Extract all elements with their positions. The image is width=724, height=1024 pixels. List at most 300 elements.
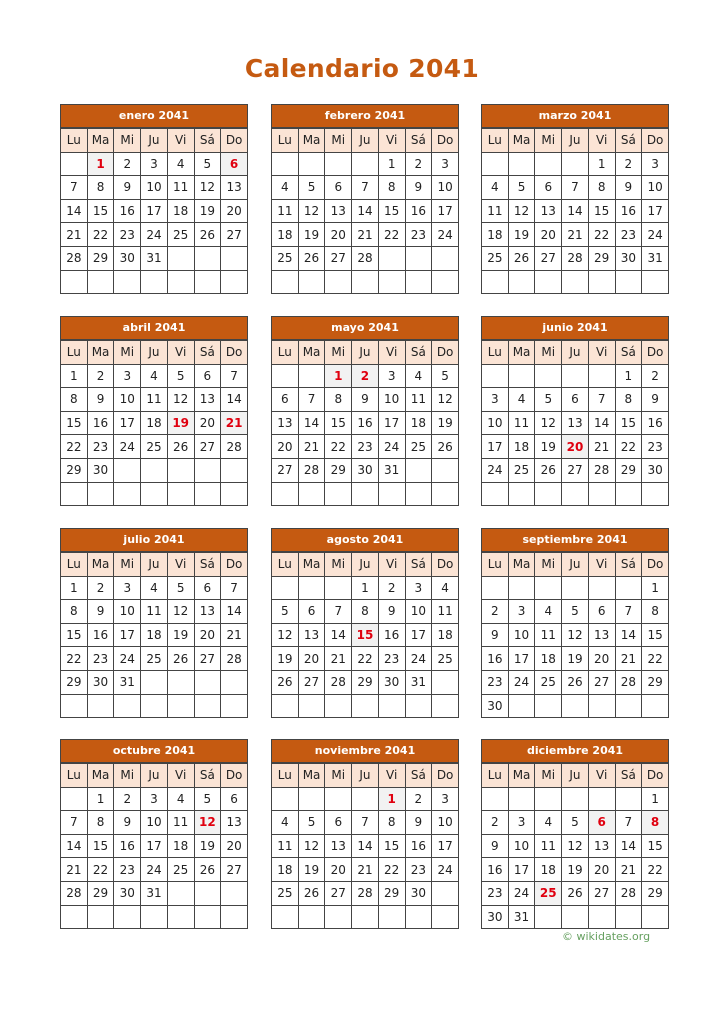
- empty-cell: [194, 905, 221, 929]
- weekday-label: Do: [221, 764, 248, 788]
- day-cell: 21: [221, 623, 248, 647]
- day-cell: 14: [615, 834, 642, 858]
- day-cell: 28: [352, 881, 379, 905]
- empty-cell: [141, 270, 168, 294]
- day-cell: 14: [352, 834, 379, 858]
- empty-cell: [588, 787, 615, 811]
- day-cell: 26: [508, 246, 535, 270]
- day-cell: 20: [221, 199, 248, 223]
- empty-cell: [221, 881, 248, 905]
- day-cell: 5: [298, 811, 325, 835]
- day-cell: 19: [562, 858, 589, 882]
- day-cell: 11: [141, 600, 168, 624]
- day-cell: 7: [615, 600, 642, 624]
- day-cell: 25: [272, 246, 299, 270]
- day-cell: 19: [562, 647, 589, 671]
- empty-cell: [378, 246, 405, 270]
- day-cell: 16: [482, 858, 509, 882]
- day-cell: 6: [535, 176, 562, 200]
- weekday-label: Ju: [141, 553, 168, 577]
- weekday-label: Vi: [588, 341, 615, 365]
- day-cell: 4: [535, 811, 562, 835]
- day-cell: 3: [405, 576, 432, 600]
- weekday-label: Do: [432, 129, 459, 153]
- day-cell: 1: [61, 576, 88, 600]
- day-cell: 4: [167, 152, 194, 176]
- day-cell: 29: [615, 458, 642, 482]
- day-cell: 13: [272, 411, 299, 435]
- day-cell: 10: [642, 176, 669, 200]
- day-cell: 26: [167, 647, 194, 671]
- day-cell: 30: [352, 458, 379, 482]
- day-cell: 29: [378, 881, 405, 905]
- day-cell: 29: [61, 458, 88, 482]
- empty-cell: [141, 482, 168, 506]
- weekday-label: Ma: [87, 129, 114, 153]
- weekday-label: Vi: [167, 129, 194, 153]
- day-cell: 6: [325, 811, 352, 835]
- empty-cell: [221, 458, 248, 482]
- day-cell: 5: [167, 576, 194, 600]
- empty-cell: [61, 787, 88, 811]
- day-cell: 9: [378, 600, 405, 624]
- empty-cell: [272, 482, 299, 506]
- day-cell: 11: [167, 176, 194, 200]
- day-cell: 28: [298, 458, 325, 482]
- day-cell: 7: [588, 388, 615, 412]
- day-cell: 12: [508, 199, 535, 223]
- empty-cell: [615, 270, 642, 294]
- day-cell: 16: [405, 834, 432, 858]
- empty-cell: [432, 905, 459, 929]
- day-cell: 19: [535, 435, 562, 459]
- weekday-label: Mi: [114, 129, 141, 153]
- weekday-label: Do: [221, 129, 248, 153]
- day-cell: 4: [432, 576, 459, 600]
- day-cell: 13: [221, 176, 248, 200]
- weekday-label: Do: [432, 553, 459, 577]
- empty-cell: [221, 246, 248, 270]
- weekday-label: Ma: [298, 764, 325, 788]
- weekday-label: Do: [642, 341, 669, 365]
- day-cell: 29: [61, 670, 88, 694]
- day-cell: 17: [378, 411, 405, 435]
- day-cell: 16: [114, 834, 141, 858]
- day-cell: 22: [352, 647, 379, 671]
- day-cell: 22: [61, 435, 88, 459]
- day-cell: 7: [352, 176, 379, 200]
- empty-cell: [87, 694, 114, 718]
- day-cell: 23: [87, 647, 114, 671]
- day-cell: 16: [482, 647, 509, 671]
- day-cell: 15: [325, 411, 352, 435]
- day-cell: 28: [221, 435, 248, 459]
- weekday-label: Do: [221, 553, 248, 577]
- empty-cell: [588, 364, 615, 388]
- empty-cell: [562, 152, 589, 176]
- empty-cell: [167, 482, 194, 506]
- day-cell: 26: [194, 223, 221, 247]
- day-cell: 20: [325, 223, 352, 247]
- day-cell: 3: [378, 364, 405, 388]
- day-cell: 12: [272, 623, 299, 647]
- weekday-label: Mi: [535, 341, 562, 365]
- weekday-label: Sá: [615, 129, 642, 153]
- day-cell: 24: [114, 647, 141, 671]
- empty-cell: [432, 670, 459, 694]
- empty-cell: [562, 694, 589, 718]
- day-cell: 20: [298, 647, 325, 671]
- day-cell: 28: [588, 458, 615, 482]
- day-cell: 21: [61, 223, 88, 247]
- weekday-label: Lu: [272, 341, 299, 365]
- day-cell: 12: [432, 388, 459, 412]
- day-cell: 16: [352, 411, 379, 435]
- empty-cell: [167, 458, 194, 482]
- month-header: agosto 2041: [271, 528, 459, 552]
- day-cell: 2: [114, 787, 141, 811]
- weekday-label: Lu: [272, 764, 299, 788]
- empty-cell: [535, 576, 562, 600]
- day-cell: 14: [61, 834, 88, 858]
- day-cell: 28: [352, 246, 379, 270]
- empty-cell: [562, 270, 589, 294]
- empty-cell: [535, 787, 562, 811]
- empty-cell: [642, 482, 669, 506]
- empty-cell: [508, 364, 535, 388]
- day-cell: 15: [87, 834, 114, 858]
- month-block: [271, 739, 459, 929]
- weekday-label: Mi: [325, 341, 352, 365]
- day-cell: 1: [61, 364, 88, 388]
- day-cell: 3: [141, 787, 168, 811]
- day-cell: 18: [141, 623, 168, 647]
- empty-cell: [482, 270, 509, 294]
- day-cell: 30: [87, 670, 114, 694]
- day-cell: 4: [508, 388, 535, 412]
- day-cell: 27: [221, 858, 248, 882]
- day-cell: 20: [588, 647, 615, 671]
- empty-cell: [87, 270, 114, 294]
- day-cell: 5: [194, 787, 221, 811]
- day-cell: 21: [325, 647, 352, 671]
- empty-cell: [221, 670, 248, 694]
- empty-cell: [61, 482, 88, 506]
- day-cell: 9: [352, 388, 379, 412]
- weekday-label: Vi: [378, 764, 405, 788]
- weekday-label: Vi: [167, 341, 194, 365]
- empty-cell: [325, 482, 352, 506]
- day-cell: 2: [87, 364, 114, 388]
- empty-cell: [535, 694, 562, 718]
- day-cell: 20: [194, 411, 221, 435]
- day-cell: 18: [482, 223, 509, 247]
- weekday-label: Do: [642, 553, 669, 577]
- empty-cell: [114, 458, 141, 482]
- day-cell: 30: [405, 881, 432, 905]
- day-cell: 16: [615, 199, 642, 223]
- day-cell: 24: [432, 858, 459, 882]
- empty-cell: [114, 482, 141, 506]
- day-cell: 15: [642, 834, 669, 858]
- weekday-label: Ju: [141, 341, 168, 365]
- empty-cell: [615, 576, 642, 600]
- day-cell: 31: [405, 670, 432, 694]
- day-cell: 23: [352, 435, 379, 459]
- empty-cell: [167, 246, 194, 270]
- empty-cell: [325, 152, 352, 176]
- month-header: abril 2041: [60, 316, 248, 340]
- empty-cell: [432, 694, 459, 718]
- day-cell: 1: [615, 364, 642, 388]
- day-cell: 25: [482, 246, 509, 270]
- day-cell: 18: [535, 858, 562, 882]
- day-cell: 4: [141, 576, 168, 600]
- weekday-label: Lu: [272, 129, 299, 153]
- empty-cell: [141, 670, 168, 694]
- empty-cell: [221, 694, 248, 718]
- weekday-label: Ju: [562, 553, 589, 577]
- day-cell: 25: [272, 881, 299, 905]
- day-cell: 16: [87, 411, 114, 435]
- day-cell: 4: [272, 176, 299, 200]
- day-cell: 29: [588, 246, 615, 270]
- day-cell: 14: [221, 600, 248, 624]
- day-cell: 8: [61, 388, 88, 412]
- day-cell: 8: [642, 600, 669, 624]
- day-cell: 26: [562, 670, 589, 694]
- empty-cell: [272, 905, 299, 929]
- month-table: [271, 340, 459, 506]
- day-cell: 3: [508, 811, 535, 835]
- day-cell: 10: [508, 623, 535, 647]
- day-cell: 7: [562, 176, 589, 200]
- empty-cell: [588, 905, 615, 929]
- day-cell: 29: [352, 670, 379, 694]
- day-cell: 13: [325, 199, 352, 223]
- empty-cell: [378, 694, 405, 718]
- day-cell: 7: [61, 811, 88, 835]
- empty-cell: [508, 152, 535, 176]
- weekday-label: Sá: [615, 341, 642, 365]
- empty-cell: [615, 694, 642, 718]
- empty-cell: [87, 482, 114, 506]
- weekday-label: Ma: [87, 553, 114, 577]
- day-cell: 2: [405, 787, 432, 811]
- day-cell: 3: [141, 152, 168, 176]
- day-cell: 19: [167, 623, 194, 647]
- day-cell: 30: [482, 694, 509, 718]
- empty-cell: [508, 270, 535, 294]
- month-block: [481, 104, 669, 294]
- weekday-label: Ju: [352, 553, 379, 577]
- day-cell: 19: [194, 834, 221, 858]
- day-cell: 11: [482, 199, 509, 223]
- weekday-label: Lu: [61, 553, 88, 577]
- empty-cell: [221, 482, 248, 506]
- day-cell: 30: [615, 246, 642, 270]
- empty-cell: [61, 694, 88, 718]
- day-cell: 5: [432, 364, 459, 388]
- empty-cell: [482, 482, 509, 506]
- month-block: [271, 528, 459, 718]
- weekday-label: Ma: [87, 764, 114, 788]
- day-cell: 23: [405, 223, 432, 247]
- weekday-label: Sá: [194, 129, 221, 153]
- empty-cell: [167, 694, 194, 718]
- day-cell: 27: [325, 881, 352, 905]
- day-cell: 16: [405, 199, 432, 223]
- empty-cell: [194, 246, 221, 270]
- empty-cell: [298, 270, 325, 294]
- day-cell: 27: [588, 881, 615, 905]
- day-cell: 13: [535, 199, 562, 223]
- day-cell: 11: [535, 834, 562, 858]
- day-cell: 15: [642, 623, 669, 647]
- day-cell: 15: [352, 623, 379, 647]
- month-block: [60, 316, 248, 506]
- day-cell: 5: [535, 388, 562, 412]
- day-cell: 31: [141, 881, 168, 905]
- day-cell: 30: [114, 881, 141, 905]
- day-cell: 20: [194, 623, 221, 647]
- day-cell: 25: [405, 435, 432, 459]
- weekday-label: Ma: [508, 341, 535, 365]
- day-cell: 26: [298, 246, 325, 270]
- empty-cell: [378, 905, 405, 929]
- day-cell: 10: [432, 811, 459, 835]
- month-header: octubre 2041: [60, 739, 248, 763]
- day-cell: 22: [642, 647, 669, 671]
- day-cell: 18: [272, 858, 299, 882]
- day-cell: 27: [562, 458, 589, 482]
- empty-cell: [352, 482, 379, 506]
- empty-cell: [221, 270, 248, 294]
- empty-cell: [298, 787, 325, 811]
- day-cell: 3: [642, 152, 669, 176]
- weekday-label: Ju: [352, 341, 379, 365]
- day-cell: 1: [588, 152, 615, 176]
- day-cell: 10: [432, 176, 459, 200]
- month-table: [271, 552, 459, 718]
- month-header: mayo 2041: [271, 316, 459, 340]
- weekday-label: Sá: [405, 341, 432, 365]
- weekday-label: Sá: [405, 553, 432, 577]
- day-cell: 8: [87, 176, 114, 200]
- day-cell: 12: [167, 388, 194, 412]
- empty-cell: [508, 694, 535, 718]
- month-table: [271, 763, 459, 929]
- day-cell: 18: [535, 647, 562, 671]
- empty-cell: [588, 694, 615, 718]
- empty-cell: [167, 670, 194, 694]
- weekday-label: Mi: [535, 129, 562, 153]
- day-cell: 21: [298, 435, 325, 459]
- weekday-label: Mi: [325, 129, 352, 153]
- day-cell: 17: [642, 199, 669, 223]
- day-cell: 7: [221, 364, 248, 388]
- empty-cell: [482, 152, 509, 176]
- day-cell: 23: [114, 858, 141, 882]
- day-cell: 24: [432, 223, 459, 247]
- day-cell: 13: [194, 388, 221, 412]
- weekday-label: Ju: [352, 764, 379, 788]
- day-cell: 27: [588, 670, 615, 694]
- day-cell: 11: [535, 623, 562, 647]
- day-cell: 9: [642, 388, 669, 412]
- weekday-label: Ma: [508, 764, 535, 788]
- weekday-label: Ma: [298, 129, 325, 153]
- empty-cell: [221, 905, 248, 929]
- day-cell: 5: [298, 176, 325, 200]
- weekday-label: Do: [221, 341, 248, 365]
- weekday-label: Sá: [194, 764, 221, 788]
- day-cell: 25: [535, 881, 562, 905]
- month-block: [481, 316, 669, 506]
- day-cell: 6: [588, 811, 615, 835]
- day-cell: 28: [615, 670, 642, 694]
- day-cell: 2: [405, 152, 432, 176]
- day-cell: 22: [378, 223, 405, 247]
- day-cell: 12: [562, 834, 589, 858]
- weekday-label: Sá: [615, 553, 642, 577]
- day-cell: 27: [325, 246, 352, 270]
- weekday-label: Lu: [482, 764, 509, 788]
- day-cell: 26: [562, 881, 589, 905]
- day-cell: 19: [298, 858, 325, 882]
- month-header: febrero 2041: [271, 104, 459, 128]
- empty-cell: [298, 905, 325, 929]
- month-table: [60, 763, 248, 929]
- day-cell: 17: [114, 623, 141, 647]
- day-cell: 22: [87, 858, 114, 882]
- empty-cell: [272, 270, 299, 294]
- day-cell: 26: [167, 435, 194, 459]
- day-cell: 17: [141, 834, 168, 858]
- day-cell: 29: [642, 881, 669, 905]
- day-cell: 26: [432, 435, 459, 459]
- day-cell: 9: [87, 600, 114, 624]
- day-cell: 1: [378, 787, 405, 811]
- day-cell: 12: [298, 834, 325, 858]
- empty-cell: [588, 576, 615, 600]
- day-cell: 8: [352, 600, 379, 624]
- day-cell: 10: [405, 600, 432, 624]
- day-cell: 23: [114, 223, 141, 247]
- day-cell: 2: [352, 364, 379, 388]
- weekday-label: Sá: [615, 764, 642, 788]
- day-cell: 1: [378, 152, 405, 176]
- weekday-label: Vi: [378, 129, 405, 153]
- day-cell: 23: [615, 223, 642, 247]
- day-cell: 26: [298, 881, 325, 905]
- weekday-label: Mi: [114, 764, 141, 788]
- day-cell: 10: [114, 600, 141, 624]
- day-cell: 15: [61, 623, 88, 647]
- empty-cell: [325, 270, 352, 294]
- day-cell: 22: [87, 223, 114, 247]
- empty-cell: [615, 482, 642, 506]
- day-cell: 21: [615, 858, 642, 882]
- day-cell: 23: [642, 435, 669, 459]
- day-cell: 4: [535, 600, 562, 624]
- day-cell: 21: [352, 858, 379, 882]
- weekday-label: Sá: [405, 764, 432, 788]
- day-cell: 22: [642, 858, 669, 882]
- day-cell: 11: [167, 811, 194, 835]
- weekday-label: Do: [642, 129, 669, 153]
- day-cell: 25: [167, 223, 194, 247]
